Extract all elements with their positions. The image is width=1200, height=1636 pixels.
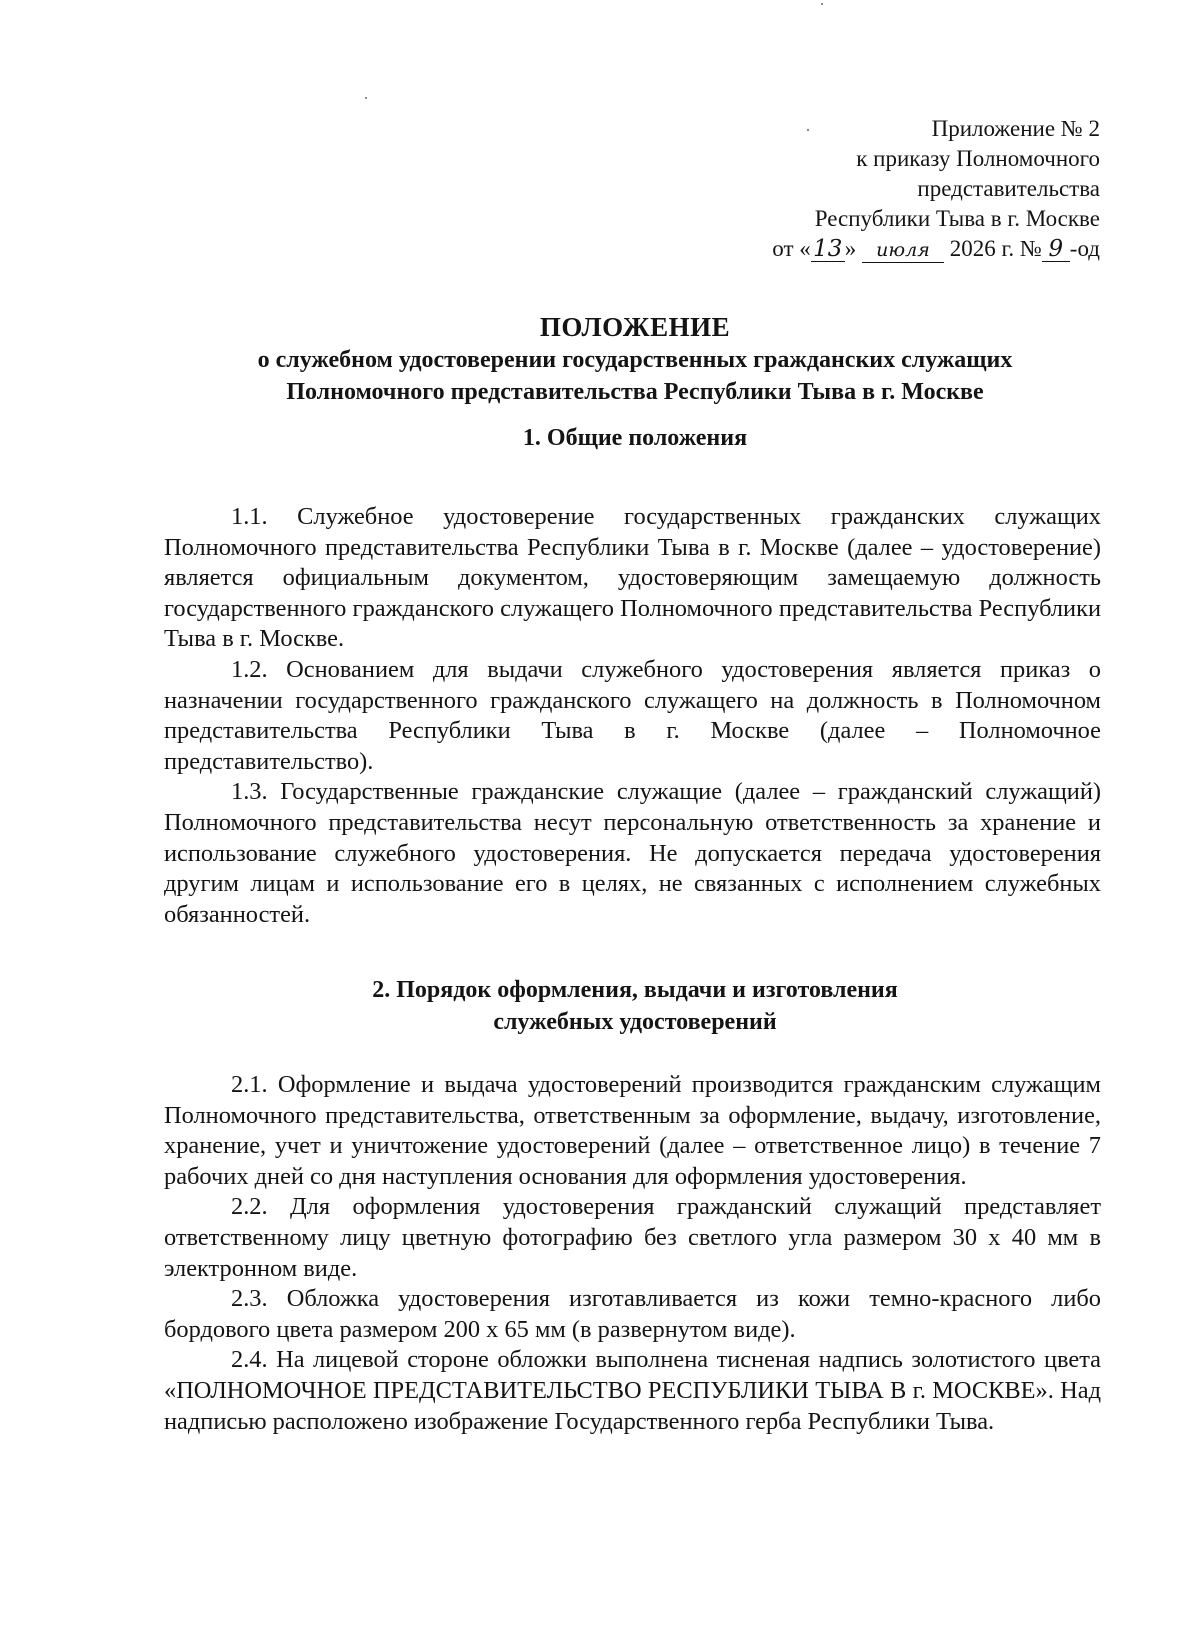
scan-speck (365, 97, 367, 99)
section2-heading-line1: 2. Порядок оформления, выдачи и изготовления (372, 977, 898, 1003)
section1-heading: 1. Общие положения (522, 425, 748, 451)
paragraph-1-3: 1.3. Государственные гражданские служащие (далее – гражданский служащий) Полномочного представительства несут персональную ответственность за хранение и использование служебного удостоверения. Не допускается передача удостоверения другим лицам и использование его в целях, не связанных с исполнением служебных обязанностей. (164, 778, 1101, 928)
date-month: июля (862, 238, 944, 263)
paragraph-2-3: 2.3. Обложка удостоверения изготавливается из кожи темно-красного либо бордового цвета размером 200 х 65 мм (в развернутом виде). (164, 1285, 1101, 1343)
paragraph-2-1: 2.1. Оформление и выдача удостоверений производится гражданским служащим Полномочного представительства, ответственным за оформление, выдачу, изготовление, хранение, учет и уничтожение удостоверений (далее – ответственное лицо) в течение 7 рабочих дней со дня наступления основания для оформления удостоверения. (164, 1071, 1101, 1190)
title-subtitle-line2: Полномочного представительства Республики Тыва в г. Москве (286, 379, 984, 405)
title-main: ПОЛОЖЕНИЕ (539, 312, 731, 342)
date-mid: » (844, 236, 857, 261)
document-title (160, 310, 1110, 408)
title-subtitle-line1: о служебном удостоверении государственных гражданских служащих (257, 347, 1013, 373)
date-prefix: от « (772, 236, 811, 261)
paragraph-2-2: 2.2. Для оформления удостоверения гражданский служащий представляет ответственному лицу цветную фотографию без светлого угла размером 30 х 40 мм в электронном виде. (164, 1193, 1101, 1282)
paragraph-1-1: 1.1. Служебное удостоверение государственных гражданских служащих Полномочного представительства Республики Тыва в г. Москве (далее – удостоверение) является официальным документом, удостоверяющим замещаемую должность государственного гражданского служащего Полномочного представительства Республики Тыва в г. Москве. (164, 503, 1101, 653)
appendix-org-location: Республики Тыва в г. Москве (814, 206, 1100, 231)
appendix-order-ref: к приказу Полномочного (856, 146, 1100, 171)
scan-speck (821, 3, 823, 5)
appendix-org: представительства (917, 176, 1100, 201)
paragraph-1-2: 1.2. Основанием для выдачи служебного удостоверения является приказ о назначении государственного гражданского служащего на должность в Полномочном представительства Республики Тыва в г. Москве (далее – Полномочное представительство). (164, 655, 1101, 775)
section2-heading (160, 974, 1110, 1038)
section1-body (164, 502, 1101, 930)
section2-heading-line2: служебных удостоверений (493, 1009, 777, 1035)
order-number: 9 (1042, 237, 1070, 262)
appendix-date-line (772, 234, 1100, 264)
date-suffix: -од (1069, 236, 1100, 261)
date-year: 2026 г. № (949, 236, 1042, 261)
section2-body (164, 1070, 1101, 1437)
date-day: 13 (811, 237, 845, 262)
paragraph-2-4: 2.4. На лицевой стороне обложки выполнена тисненая надпись золотистого цвета «ПОЛНОМОЧНОЕ ПРЕДСТАВИТЕЛЬСТВО РЕСПУБЛИКИ ТЫВА В г. МОСКВЕ». Над надписью расположено изображение Государственного герба Республики Тыва. (164, 1346, 1101, 1435)
appendix-header (772, 114, 1100, 264)
appendix-number: Приложение № 2 (931, 116, 1100, 141)
